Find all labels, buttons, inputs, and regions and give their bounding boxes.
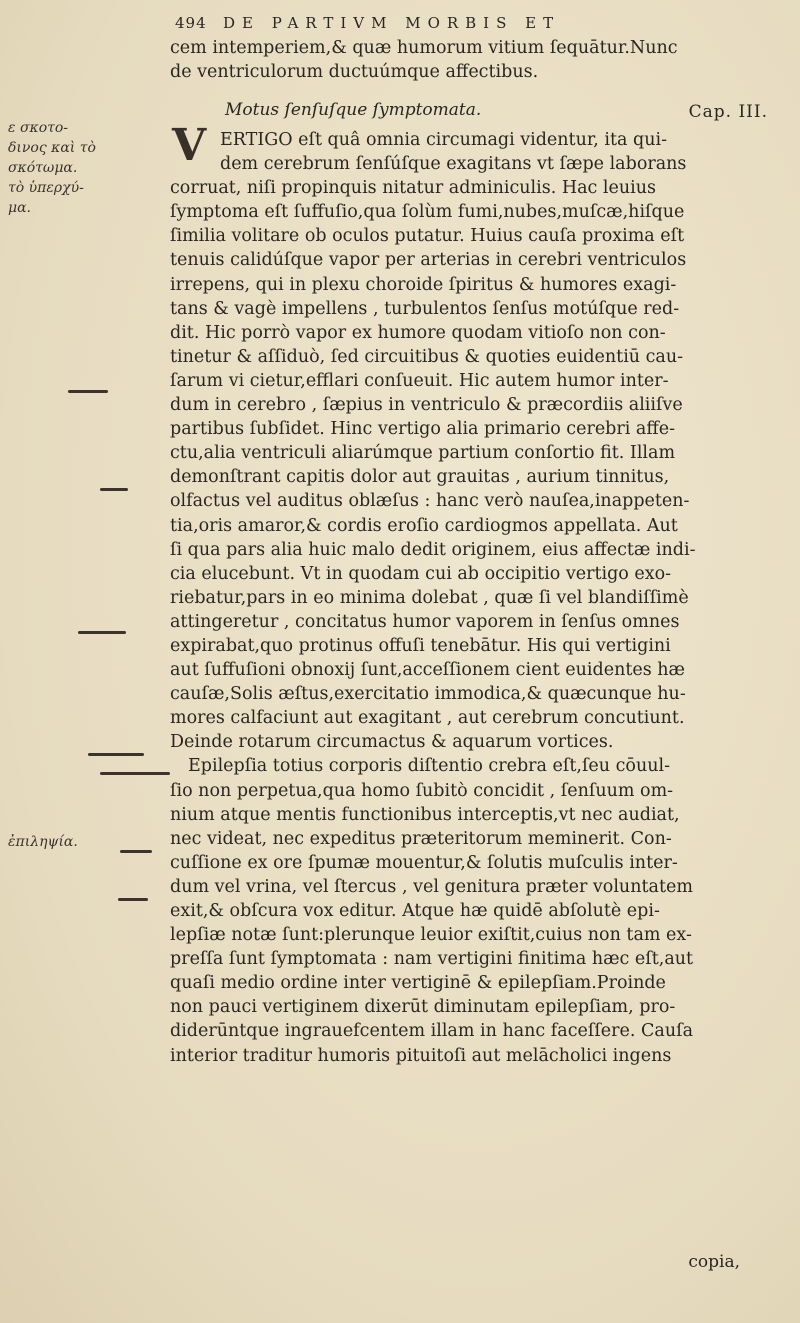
text-line: irrepens, qui in plexu choroide ſpiritus & humores exagi- <box>170 274 677 295</box>
margin-dash <box>88 753 144 756</box>
text-line: ſio non perpetua,qua homo ſubitò concidit , ſenſuum om- <box>170 780 674 801</box>
text-line: exit,& obſcura vox editur. Atque hæ quidē abſolutè epi- <box>170 901 660 921</box>
page-number: 494 <box>175 14 207 32</box>
text-line: tenuis calidúſque vapor per arterias in cerebri ventriculos <box>170 250 687 271</box>
text-line: diderūntque ingrauefcentem illam in hanc faceſſere. Cauſa <box>170 1021 694 1042</box>
margin-dash <box>78 631 126 634</box>
margin-note-line: σκότωμα. <box>8 160 78 176</box>
text-line: cuſſione ex ore ſpumæ mouentur,& ſolutis muſculis inter- <box>170 852 678 873</box>
text-line: mores calfaciunt aut exagitant , aut cerebrum concutiunt. <box>170 708 685 729</box>
text-line: corruat, niſi propinquis nitatur adminiculis. Hac leuius <box>170 178 656 199</box>
text-line: dem cerebrum ſenſúſque exagitans vt ſæpe laborans <box>220 154 687 175</box>
text-line: nium atque mentis functionibus interceptis,vt nec audiat, <box>170 804 680 825</box>
text-line: de ventriculorum ductuúmque affectibus. <box>170 62 539 83</box>
margin-dash <box>118 898 148 901</box>
margin-note-vertigo <box>8 118 108 218</box>
text-line: ſimilia volitare ob oculos putatur. Huius cauſa proxima eſt <box>170 226 685 247</box>
text-line: ctu,alia ventriculi aliarúmque partium conſortio fit. Illam <box>170 443 676 464</box>
text-line: ſarum vi cietur,efflari conſueuit. Hic autem humor inter- <box>170 370 669 391</box>
text-line: riebatur,pars in eo minima dolebat , quæ ſi vel blandiſſimè <box>170 587 689 608</box>
text-line: demonſtrant capitis dolor aut grauitas , aurium tinnitus, <box>170 467 670 488</box>
margin-dash <box>120 850 152 853</box>
text-line: ERTIGO eſt quâ omnia circumagi videntur, ita qui- <box>220 130 668 150</box>
text-line: aut ſuffuſioni obnoxij ſunt,acceſſionem cient euidentes hæ <box>170 660 685 681</box>
top-lines <box>170 36 780 84</box>
text-line: expirabat,quo protinus offuſi tenebātur. His qui vertigini <box>170 635 671 656</box>
margin-note-line: ἐπιληψία. <box>8 834 78 850</box>
text-line: non pauci vertiginem dixerūt diminutam epilepſiam, pro- <box>170 997 676 1018</box>
text-line: interior traditur humoris pituitoſi aut melācholici ingens <box>170 1045 672 1066</box>
text-line: cauſæ,Solis æſtus,exercitatio immodica,& quæcunque hu- <box>170 684 686 705</box>
text-line: Epilepſia totius corporis diſtentio crebra eſt,ſeu cōuul- <box>188 756 670 777</box>
margin-dash <box>100 772 170 775</box>
text-line: quaſi medio ordine inter vertiginē & epilepſiam.Proinde <box>170 973 666 994</box>
margin-note-line: μα. <box>8 200 32 216</box>
margin-note-epilepsy <box>8 832 108 852</box>
section-title: Motus ſenſuſque ſymptomata. <box>225 100 482 120</box>
text-line: attingeretur , concitatus humor vaporem in ſenſus omnes <box>170 611 680 632</box>
text-line: tia,oris amaror,& cordis eroſio cardiogmos appellata. Aut <box>170 515 678 536</box>
margin-dash <box>68 390 108 393</box>
margin-dash <box>100 488 128 491</box>
margin-note-line: τὸ ὑπερχύ- <box>8 180 84 196</box>
text-line: preſſa ſunt ſymptomata : nam vertigini finitima hæc eſt,aut <box>170 949 694 970</box>
text-line: ſymptoma eſt ſuffuſio,qua ſolùm fumi,nubes,muſcæ,hiſque <box>170 202 685 223</box>
text-line: olfactus vel auditus oblæſus : hanc verò nauſea,inappeten- <box>170 491 690 512</box>
text-line: cia elucebunt. Vt in quodam cui ab occipitio vertigo exo- <box>170 563 672 584</box>
text-line: ſi qua pars alia huic malo dedit originem, eius affectæ indi- <box>170 539 696 560</box>
text-line: lepſiæ notæ ſunt:plerunque leuior exiſtit,cuius non tam ex- <box>170 925 692 946</box>
drop-cap: V <box>172 120 207 171</box>
text-line: Deinde rotarum circumactus & aquarum vortices. <box>170 732 614 753</box>
text-line: dit. Hic porrò vapor ex humore quodam vitioſo non con- <box>170 322 666 343</box>
catchword: copia, <box>688 1252 740 1272</box>
text-line: dum in cerebro , ſæpius in ventriculo & præcordiis aliiſve <box>170 395 683 416</box>
text-line: partibus ſubſidet. Hinc vertigo alia primario cerebri affe- <box>170 419 676 440</box>
main-text <box>170 128 780 1068</box>
text-line: cem intemperiem,& quæ humorum vitium ſequātur.Nunc <box>170 38 678 58</box>
text-line: nec videat, nec expeditus præteritorum meminerit. Con- <box>170 828 672 849</box>
text-line: tans & vagè impellens , turbulentos ſenſus motúſque red- <box>170 298 680 319</box>
margin-note-line: ε σκοτο- <box>8 120 69 136</box>
text-line: tinetur & aſſiduò, ſed circuitibus & quoties euidentiū cau- <box>170 346 684 367</box>
running-title: DE PARTIVM MORBIS ET <box>223 14 561 32</box>
chapter-number: Cap. III. <box>688 102 768 122</box>
section-heading <box>225 100 780 120</box>
margin-note-line: δινος καὶ τὸ <box>8 140 96 156</box>
text-line: dum vel vrina, vel ſtercus , vel genitura præter voluntatem <box>170 876 693 897</box>
